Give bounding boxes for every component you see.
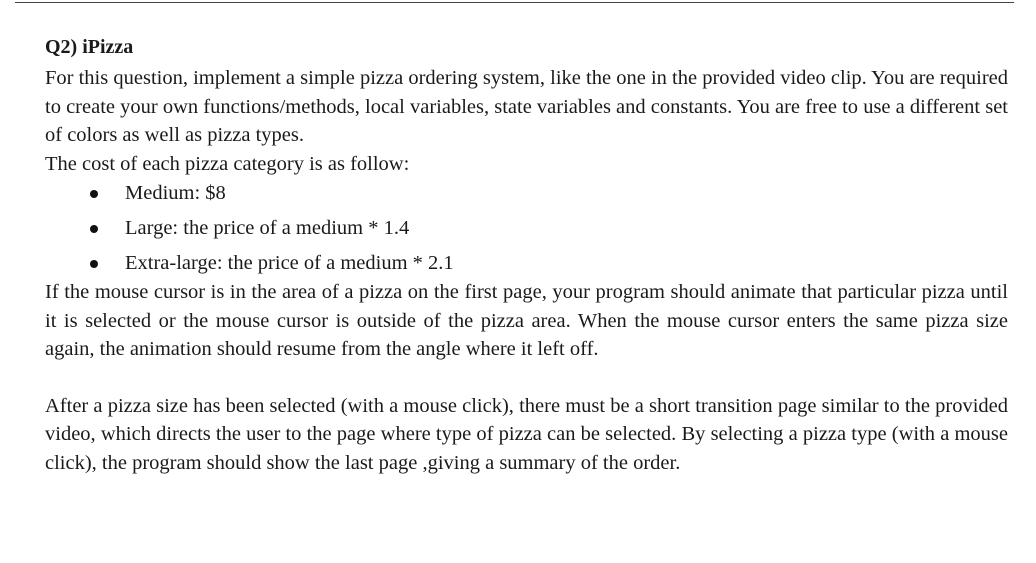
selection-paragraph: After a pizza size has been selected (with a mouse click), there must be a short transition page similar to the provided video, which directs the user to the page where type of pizza can be selected. By selecting a pizza type (with a mouse click), the program should show the last page ,giving a summary of the order. bbox=[45, 394, 1008, 474]
bullet-icon bbox=[90, 190, 98, 198]
cost-item-label: Medium: $8 bbox=[125, 182, 226, 204]
cost-item-medium bbox=[45, 178, 1008, 213]
paragraph-gap bbox=[45, 364, 1008, 392]
cost-intro: The cost of each pizza category is as follow: bbox=[45, 152, 410, 175]
bullet-icon bbox=[90, 225, 98, 233]
animation-paragraph: If the mouse cursor is in the area of a pizza on the first page, your program should animate that particular pizza until it is selected or the mouse cursor is outside of the pizza area. When the mouse cursor enters the same pizza size again, the animation should resume from the angle where it left off. bbox=[45, 281, 1008, 360]
question-title: Q2) iPizza bbox=[45, 36, 134, 58]
cost-item-label: Extra-large: the price of a medium * 2.1 bbox=[125, 252, 454, 274]
top-divider bbox=[15, 2, 1014, 3]
cost-item-large bbox=[45, 213, 1008, 248]
cost-item-extra-large bbox=[45, 248, 1008, 278]
intro-paragraph: For this question, implement a simple pizza ordering system, like the one in the provided video clip. You are required to create your own functions/methods, local variables, state variables and constants. You are free to use a different set of colors as well as pizza types. bbox=[45, 67, 1008, 146]
bullet-icon bbox=[90, 260, 98, 268]
cost-list bbox=[45, 178, 1008, 278]
question-block bbox=[45, 34, 1008, 477]
cost-item-label: Large: the price of a medium * 1.4 bbox=[125, 217, 410, 239]
